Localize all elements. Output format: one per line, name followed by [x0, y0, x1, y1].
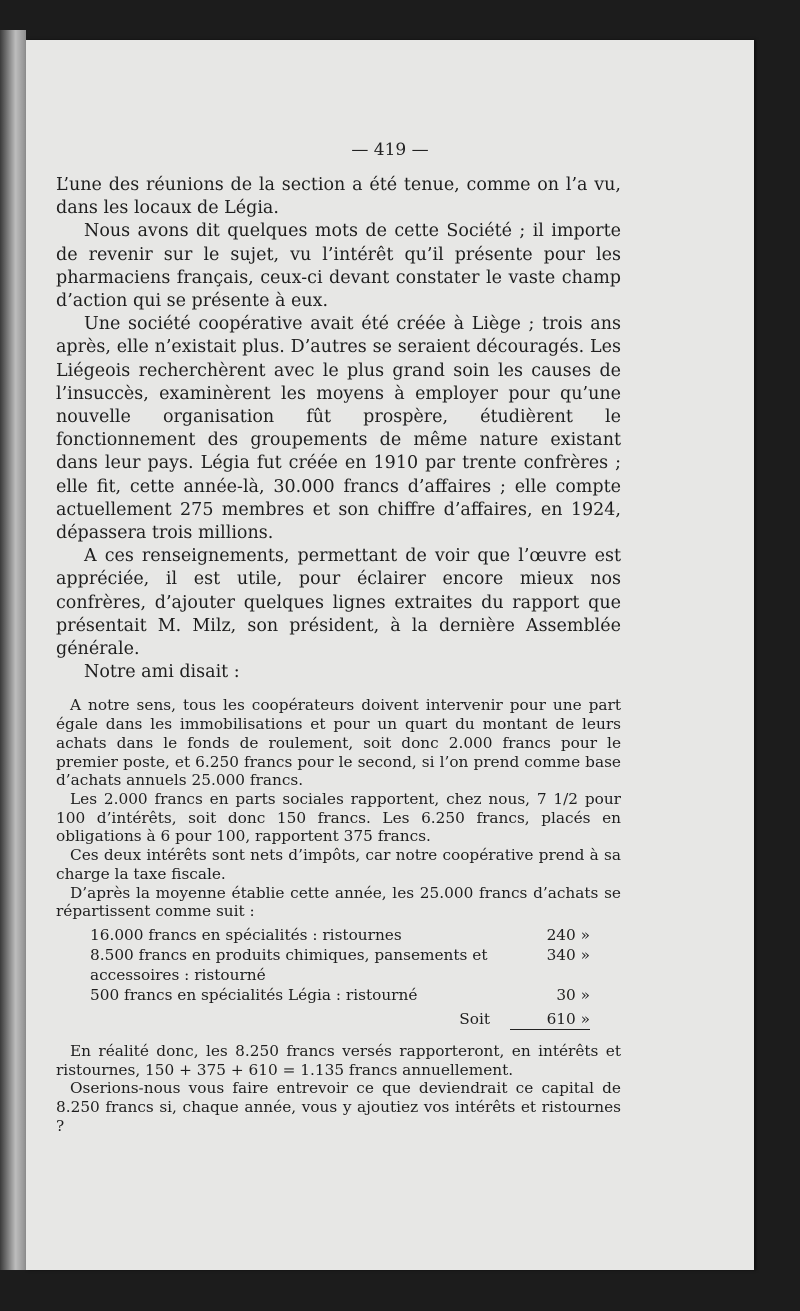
- rebate-total-row: [90, 1009, 590, 1030]
- rebate-amount: 340 »: [546, 945, 590, 964]
- main-body: [56, 174, 621, 684]
- rebate-amount: 240 »: [546, 925, 590, 944]
- rebate-amount: 30 »: [556, 985, 590, 1004]
- paragraph: Nous avons dit quelques mots de cette Société ; il importe de revenir sur le sujet, vu l’intérêt qu’il présente pour les pharmaciens français, ceux-ci devant constater le vaste champ d’action qui se présente à eux.: [56, 221, 621, 312]
- paragraph: A ces renseignements, permettant de voir que l’œuvre est appréciée, il est utile, pour éclairer encore mieux nos confrères, d’ajouter quelques lignes extraites du rapport que présentait M. Milz, son président, à la dernière Assemblée générale.: [56, 546, 621, 660]
- quote-paragraph: D’après la moyenne établie cette année, les 25.000 francs d’achats se répartissent comme suit :: [56, 883, 621, 921]
- total-label: Soit: [459, 1009, 490, 1028]
- quote-paragraph: Les 2.000 francs en parts sociales rapportent, chez nous, 7 1/2 pour 100 d’intérêts, soit donc 150 francs. Les 6.250 francs, placés en obligations à 6 pour 100, rapportent 375 francs.: [56, 789, 621, 846]
- rebate-row: [90, 925, 590, 945]
- quote-paragraph: En réalité donc, les 8.250 francs versés rapporteront, en intérêts et ristournes, 150 + 375 + 610 = 1.135 francs annuellement.: [56, 1041, 621, 1079]
- quote-paragraph: Ces deux intérêts sont nets d’impôts, car notre coopérative prend à sa charge la taxe fiscale.: [56, 846, 621, 883]
- total-amount: 610 »: [510, 1009, 590, 1030]
- rebate-label: 16.000 francs en spécialités : ristournes: [90, 925, 402, 944]
- quote-paragraph: A notre sens, tous les coopérateurs doivent intervenir pour une part égale dans les immobilisations et pour un quart du montant de leurs achats dans le fonds de roulement, soit donc 2.000 francs pour le premier poste, et 6.250 francs pour le second, si l’on prend comme base d’achats annuels 25.000 francs.: [56, 696, 621, 790]
- closing-section: [56, 1042, 621, 1136]
- rebate-label: 500 francs en spécialités Légia : ristourné: [90, 985, 418, 1004]
- paragraph: L’une des réunions de la section a été tenue, comme on l’a vu, dans les locaux de Légia.: [56, 175, 621, 219]
- page-text: [56, 174, 621, 1135]
- rebate-label: 8.500 francs en produits chimiques, pansements et accessoires : ristourné: [90, 945, 488, 984]
- paragraph: Une société coopérative avait été créée à Liège ; trois ans après, elle n’existait plus. D’autres se seraient découragés. Les Liégeois recherchèrent avec le plus grand soin les causes de l’insuccès, examinèrent les moyens à employer pour qu’une nouvelle organisation fût prospère, étudièrent le fonctionnement des groupements de même nature existant dans leur pays. Légia fut créée en 1910 par trente confrères ; elle fit, cette année-là, 30.000 francs d’affaires ; elle compte actuellement 275 membres et son chiffre d’affaires, en 1924, dépassera trois millions.: [56, 314, 621, 544]
- page-number: — 419 —: [351, 140, 429, 160]
- quoted-report: [56, 696, 621, 1135]
- rebate-row: [90, 945, 590, 985]
- paragraph: Notre ami disait :: [84, 662, 240, 683]
- quote-paragraph: Oserions-nous vous faire entrevoir ce que deviendrait ce capital de 8.250 francs si, chaque année, vous y ajoutiez vos intérêts et ristournes ?: [56, 1079, 621, 1135]
- adjacent-page-edge: [0, 30, 26, 1270]
- rebate-row: [90, 985, 590, 1005]
- book-page: [26, 40, 754, 1270]
- rebate-list: [90, 925, 590, 1030]
